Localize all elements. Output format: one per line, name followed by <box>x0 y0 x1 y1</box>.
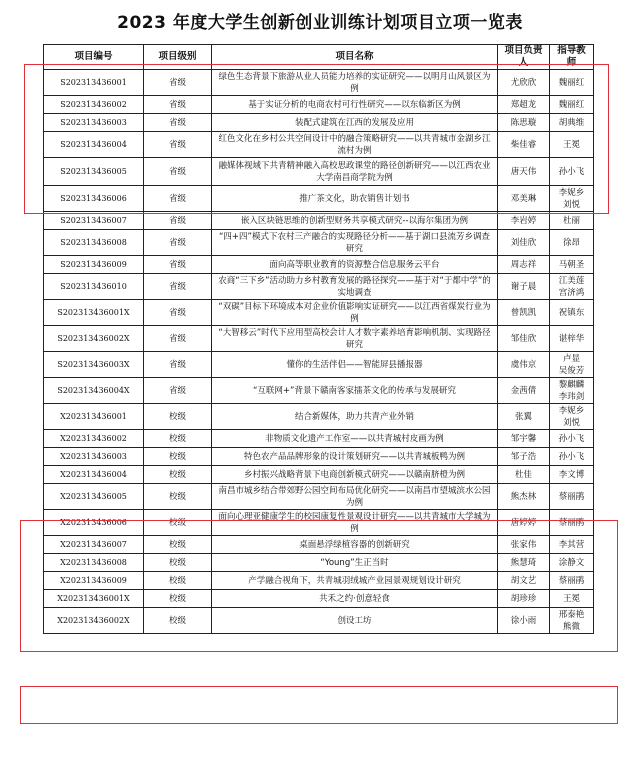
cell-level: 校级 <box>144 484 212 510</box>
cell-level: 校级 <box>144 608 212 634</box>
cell-level: 校级 <box>144 466 212 484</box>
cell-level: 省级 <box>144 274 212 300</box>
cell-level: 省级 <box>144 132 212 158</box>
cell-code: S202313436002X <box>44 326 144 352</box>
cell-name: 农商“三下乡”活动助力乡村教育发展的路径探究——基于对“于都中学”的实地调查 <box>212 274 498 300</box>
header-advisor: 指导教师 <box>550 45 594 70</box>
cell-level: 校级 <box>144 572 212 590</box>
highlight-box-3 <box>20 686 618 724</box>
cell-advisor: 魏丽红 <box>550 96 594 114</box>
cell-level: 省级 <box>144 186 212 212</box>
table-row <box>44 536 594 554</box>
cell-level: 省级 <box>144 326 212 352</box>
table-row <box>44 466 594 484</box>
cell-leader: 杜佳 <box>498 466 550 484</box>
header-level: 项目级别 <box>144 45 212 70</box>
cell-advisor: 蔡丽鹃 <box>550 484 594 510</box>
cell-advisor: 邢泰艳 熊微 <box>550 608 594 634</box>
header-name: 项目名称 <box>212 45 498 70</box>
cell-leader: 郑超龙 <box>498 96 550 114</box>
cell-advisor: 马朝圣 <box>550 256 594 274</box>
table-row <box>44 378 594 404</box>
table-header-row <box>44 45 594 70</box>
cell-code: X202313436005 <box>44 484 144 510</box>
cell-leader: 谢子晨 <box>498 274 550 300</box>
header-code: 项目编号 <box>44 45 144 70</box>
cell-code: X202313436006 <box>44 510 144 536</box>
table-row <box>44 448 594 466</box>
cell-advisor: 李其营 <box>550 536 594 554</box>
cell-name: 融媒体视域下共青精神融入高校思政课堂的路径创新研究——以江西农业大学南昌商学院为例 <box>212 158 498 186</box>
cell-name: 南昌市城乡结合带郊野公园空间布局优化研究——以南昌市望城滨水公园为例 <box>212 484 498 510</box>
cell-code: X202313436009 <box>44 572 144 590</box>
cell-leader: 胡文艺 <box>498 572 550 590</box>
cell-advisor: 江美莲 宫济鸿 <box>550 274 594 300</box>
cell-level: 省级 <box>144 256 212 274</box>
cell-advisor: 蔡丽鹃 <box>550 510 594 536</box>
cell-level: 省级 <box>144 212 212 230</box>
cell-code: S202313436009 <box>44 256 144 274</box>
cell-code: S202313436010 <box>44 274 144 300</box>
cell-name: 红色文化在乡村公共空间设计中的融合策略研究——以共青城市金湖乡江流村为例 <box>212 132 498 158</box>
cell-name: 装配式建筑在江西的发展及应用 <box>212 114 498 132</box>
table-row <box>44 554 594 572</box>
cell-name: 嵌入区块链思维的创新型财务共享模式研究--以海尔集团为例 <box>212 212 498 230</box>
table-row <box>44 326 594 352</box>
cell-leader: 虞伟京 <box>498 352 550 378</box>
cell-leader: 邹佳欣 <box>498 326 550 352</box>
cell-leader: 尤欣欣 <box>498 70 550 96</box>
cell-code: S202313436001X <box>44 300 144 326</box>
cell-code: X202313436002 <box>44 430 144 448</box>
cell-advisor: 王冕 <box>550 132 594 158</box>
cell-leader: 熊慧琦 <box>498 554 550 572</box>
cell-level: 省级 <box>144 114 212 132</box>
cell-name: 面向心理亚健康学生的校园康复性景观设计研究——以共青城市大学城为例 <box>212 510 498 536</box>
cell-name: 特色农产品品牌形象的设计策划研究——以共青城板鸭为例 <box>212 448 498 466</box>
cell-name: 面向高等职业教育的资源整合信息服务云平台 <box>212 256 498 274</box>
table-row <box>44 352 594 378</box>
cell-leader: 陈思璇 <box>498 114 550 132</box>
cell-level: 省级 <box>144 378 212 404</box>
cell-level: 省级 <box>144 230 212 256</box>
cell-level: 校级 <box>144 430 212 448</box>
cell-code: S202313436007 <box>44 212 144 230</box>
cell-leader: 邹宇馨 <box>498 430 550 448</box>
table-row <box>44 608 594 634</box>
cell-level: 校级 <box>144 590 212 608</box>
cell-level: 校级 <box>144 554 212 572</box>
cell-leader: 胡珍珍 <box>498 590 550 608</box>
table-row <box>44 70 594 96</box>
cell-level: 省级 <box>144 352 212 378</box>
cell-advisor: 李文博 <box>550 466 594 484</box>
cell-name: “互联网+”背景下赣南客家擂茶文化的传承与发展研究 <box>212 378 498 404</box>
cell-leader: 唐天伟 <box>498 158 550 186</box>
table-row <box>44 590 594 608</box>
cell-code: S202313436004 <box>44 132 144 158</box>
cell-code: X202313436001 <box>44 404 144 430</box>
cell-name: 乡村振兴战略背景下电商创新模式研究——以赣南脐橙为例 <box>212 466 498 484</box>
table-row <box>44 256 594 274</box>
cell-advisor: 徐昂 <box>550 230 594 256</box>
cell-code: S202313436003X <box>44 352 144 378</box>
project-table <box>43 44 594 634</box>
table-body <box>44 70 594 634</box>
cell-level: 省级 <box>144 300 212 326</box>
cell-name: 结合新媒体，助力共青产业外销 <box>212 404 498 430</box>
cell-advisor: 魏丽红 <box>550 70 594 96</box>
cell-advisor: 卢显 吴俊芳 <box>550 352 594 378</box>
cell-level: 省级 <box>144 158 212 186</box>
cell-leader: 李岩婷 <box>498 212 550 230</box>
cell-leader: 唐婷婷 <box>498 510 550 536</box>
page-title: 2023 年度大学生创新创业训练计划项目立项一览表 <box>117 13 523 33</box>
cell-advisor: 胡典维 <box>550 114 594 132</box>
cell-level: 校级 <box>144 448 212 466</box>
cell-code: X202313436003 <box>44 448 144 466</box>
cell-advisor: 蔡丽鹃 <box>550 572 594 590</box>
cell-advisor: 孙小飞 <box>550 158 594 186</box>
table-row <box>44 132 594 158</box>
cell-leader: 周志祥 <box>498 256 550 274</box>
cell-name: 产学融合视角下，共青城羽绒城产业园景观规划设计研究 <box>212 572 498 590</box>
cell-name: “四+四”模式下农村三产融合的实现路径分析——基于湖口县流芳乡调查研究 <box>212 230 498 256</box>
cell-leader: 邓美琳 <box>498 186 550 212</box>
cell-code: X202313436008 <box>44 554 144 572</box>
cell-code: S202313436008 <box>44 230 144 256</box>
cell-advisor: 李妮乡 刘悦 <box>550 186 594 212</box>
cell-name: 绿色生态背景下旅游从业人员能力培养的实证研究——以明月山风景区为例 <box>212 70 498 96</box>
cell-name: 懂你的生活伴侣——智能屏县播报器 <box>212 352 498 378</box>
cell-advisor: 涂静文 <box>550 554 594 572</box>
table-row <box>44 510 594 536</box>
cell-code: X202313436001X <box>44 590 144 608</box>
cell-name: 推广茶文化，助农销售计划书 <box>212 186 498 212</box>
cell-code: S202313436004X <box>44 378 144 404</box>
cell-level: 校级 <box>144 404 212 430</box>
cell-name: “Young”生正当时 <box>212 554 498 572</box>
cell-level: 校级 <box>144 510 212 536</box>
cell-name: 共禾之约·创意轻食 <box>212 590 498 608</box>
cell-code: X202313436007 <box>44 536 144 554</box>
table-row <box>44 484 594 510</box>
cell-name: 非物质文化遗产工作室——以共青城村皮画为例 <box>212 430 498 448</box>
cell-leader: 张家伟 <box>498 536 550 554</box>
cell-code: S202313436001 <box>44 70 144 96</box>
cell-leader: 刘佳欣 <box>498 230 550 256</box>
cell-advisor: 谌梓华 <box>550 326 594 352</box>
cell-level: 校级 <box>144 536 212 554</box>
cell-leader: 徐小雨 <box>498 608 550 634</box>
cell-advisor: 孙小飞 <box>550 430 594 448</box>
table-row <box>44 404 594 430</box>
cell-name: 桌面悬浮绿植容器的创新研究 <box>212 536 498 554</box>
table-row <box>44 212 594 230</box>
cell-name: “大智移云”时代下应用型高校会计人才数字素养培育影响机制、实现路径研究 <box>212 326 498 352</box>
cell-code: S202313436005 <box>44 158 144 186</box>
cell-code: S202313436006 <box>44 186 144 212</box>
table-row <box>44 96 594 114</box>
cell-leader: 张翼 <box>498 404 550 430</box>
cell-advisor: 王冕 <box>550 590 594 608</box>
cell-name: 基于实证分析的电商农村可行性研究——以东临新区为例 <box>212 96 498 114</box>
header-leader: 项目负责人 <box>498 45 550 70</box>
cell-leader: 邹子浩 <box>498 448 550 466</box>
table-row <box>44 230 594 256</box>
cell-name: 创设工坊 <box>212 608 498 634</box>
table-row <box>44 572 594 590</box>
cell-advisor: 黎麒麟 李玮剑 <box>550 378 594 404</box>
cell-advisor: 孙小飞 <box>550 448 594 466</box>
cell-code: X202313436002X <box>44 608 144 634</box>
table-row <box>44 186 594 212</box>
table-row <box>44 274 594 300</box>
cell-level: 省级 <box>144 96 212 114</box>
cell-advisor: 李妮乡 刘悦 <box>550 404 594 430</box>
cell-leader: 柴佳睿 <box>498 132 550 158</box>
cell-level: 省级 <box>144 70 212 96</box>
cell-code: X202313436004 <box>44 466 144 484</box>
cell-leader: 金茜倩 <box>498 378 550 404</box>
table-row <box>44 158 594 186</box>
cell-advisor: 杜丽 <box>550 212 594 230</box>
cell-code: S202313436003 <box>44 114 144 132</box>
table-row <box>44 114 594 132</box>
table-row <box>44 300 594 326</box>
cell-leader: 熊杰林 <box>498 484 550 510</box>
cell-name: “双碳”目标下环境成本对企业价值影响实证研究——以江西省煤炭行业为例 <box>212 300 498 326</box>
table-row <box>44 430 594 448</box>
cell-advisor: 祝镇东 <box>550 300 594 326</box>
cell-code: S202313436002 <box>44 96 144 114</box>
cell-leader: 曾凯凯 <box>498 300 550 326</box>
